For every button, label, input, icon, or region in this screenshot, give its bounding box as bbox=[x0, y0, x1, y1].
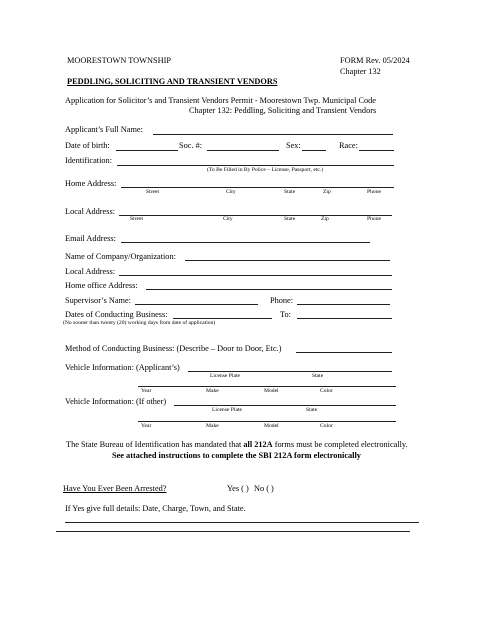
arrest-details-label: If Yes give full details: Date, Charge, Town, and State. bbox=[65, 504, 246, 513]
chapter-label: Chapter 132 bbox=[340, 67, 381, 76]
vehicle-applicant-col-year: Year bbox=[141, 388, 152, 394]
vehicle-other-col-color: Color bbox=[320, 423, 333, 429]
local-address-2-label: Local Address: bbox=[65, 267, 115, 276]
local-col-street: Street bbox=[130, 216, 144, 222]
home-col-zip: Zip bbox=[323, 189, 331, 195]
home-col-street: Street bbox=[146, 189, 160, 195]
sex-label: Sex: bbox=[286, 141, 301, 150]
arrest-question: Have You Ever Been Arrested? bbox=[63, 484, 167, 493]
township-name: MOORESTOWN TOWNSHIP bbox=[67, 56, 171, 65]
intro-line-2: Chapter 132: Peddling, Soliciting and Transient Vendors bbox=[189, 106, 377, 115]
vehicle-applicant-col-make: Make bbox=[206, 388, 219, 394]
company-label: Name of Company/Organization: bbox=[65, 252, 176, 261]
identification-field[interactable] bbox=[117, 165, 394, 166]
form-title: PEDDLING, SOLICITING AND TRANSIENT VENDORS bbox=[67, 77, 278, 86]
vehicle-applicant-col-color: Color bbox=[320, 388, 333, 394]
phone-label: Phone: bbox=[270, 296, 294, 305]
home-address-field[interactable] bbox=[121, 187, 394, 188]
home-col-state: State bbox=[284, 189, 296, 195]
local-address-field[interactable] bbox=[119, 215, 392, 216]
home-col-city: City bbox=[226, 189, 236, 195]
vehicle-applicant-col-plate: License Plate bbox=[210, 373, 240, 379]
phone-field[interactable] bbox=[297, 304, 390, 305]
arrest-yes-option[interactable]: Yes ( ) bbox=[227, 484, 249, 493]
form-revision: FORM Rev. 05/2024 bbox=[340, 56, 410, 65]
race-field[interactable] bbox=[359, 150, 394, 151]
method-label: Method of Conducting Business: (Describe – Door to Door, Etc.) bbox=[65, 344, 282, 353]
sbi-notice-line-2: See attached instructions to complete the SBI 212A form electronically bbox=[112, 451, 361, 460]
dates-label: Dates of Conducting Business: bbox=[65, 310, 168, 319]
home-office-label: Home office Address: bbox=[65, 281, 138, 290]
sbi-notice-bold: all 212A bbox=[243, 440, 273, 449]
vehicle-other-label: Vehicle Information: (If other) bbox=[65, 397, 167, 406]
soc-field[interactable] bbox=[207, 150, 279, 151]
full-name-label: Applicant’s Full Name: bbox=[65, 125, 143, 134]
home-col-phone: Phone bbox=[367, 189, 381, 195]
home-address-label: Home Address: bbox=[65, 179, 117, 188]
dob-label: Date of birth: bbox=[65, 141, 110, 150]
local-col-state: State bbox=[284, 216, 296, 222]
intro-line-1: Application for Solicitor’s and Transient Vendors Permit - Moorestown Twp. Municipal Code bbox=[65, 96, 376, 105]
home-office-field[interactable] bbox=[146, 289, 392, 290]
local-col-city: City bbox=[223, 216, 233, 222]
company-field[interactable] bbox=[185, 260, 390, 261]
identification-note: (To Be Filled in By Police – License, Passport, etc.) bbox=[207, 167, 324, 173]
full-name-field[interactable] bbox=[153, 134, 393, 135]
vehicle-other-details-field[interactable] bbox=[138, 421, 396, 422]
dates-from-field[interactable] bbox=[173, 318, 272, 319]
email-label: Email Address: bbox=[65, 234, 116, 243]
vehicle-other-col-plate: License Plate bbox=[212, 407, 242, 413]
dates-note: (No sooner than twenty (20) working days from date of application) bbox=[63, 320, 216, 326]
local-col-zip: Zip bbox=[321, 216, 329, 222]
arrest-details-field-1[interactable] bbox=[65, 522, 419, 523]
vehicle-applicant-col-state: State bbox=[312, 373, 324, 379]
sex-field[interactable] bbox=[302, 150, 326, 151]
local-address-label: Local Address: bbox=[65, 207, 115, 216]
sbi-notice-prefix: The State Bureau of Identification has mandated that bbox=[66, 440, 244, 449]
soc-label: Soc. #: bbox=[179, 141, 203, 150]
vehicle-applicant-details-field[interactable] bbox=[138, 386, 396, 387]
sbi-notice-suffix: forms must be completed electronically. bbox=[272, 440, 408, 449]
dates-to-field[interactable] bbox=[297, 318, 392, 319]
vehicle-applicant-col-model: Model bbox=[264, 388, 279, 394]
vehicle-other-col-model: Model bbox=[264, 423, 279, 429]
vehicle-other-col-year: Year bbox=[141, 423, 152, 429]
sbi-notice-line-1 bbox=[66, 441, 408, 449]
vehicle-other-col-make: Make bbox=[206, 423, 219, 429]
vehicle-applicant-label: Vehicle Information: (Applicant’s) bbox=[65, 363, 180, 372]
dates-to-label: To: bbox=[280, 310, 291, 319]
race-label: Race: bbox=[339, 141, 358, 150]
supervisor-field[interactable] bbox=[135, 304, 258, 305]
dob-field[interactable] bbox=[116, 150, 178, 151]
email-field[interactable] bbox=[121, 242, 370, 243]
method-field[interactable] bbox=[296, 352, 392, 353]
arrest-details-field-2[interactable] bbox=[56, 531, 410, 532]
local-address-2-field[interactable] bbox=[119, 275, 392, 276]
vehicle-other-plate-field[interactable] bbox=[174, 405, 396, 406]
vehicle-applicant-plate-field[interactable] bbox=[188, 371, 392, 372]
local-col-phone: Phone bbox=[367, 216, 381, 222]
arrest-no-option[interactable]: No ( ) bbox=[254, 484, 274, 493]
identification-label: Identification: bbox=[65, 156, 112, 165]
vehicle-other-col-state: State bbox=[306, 407, 318, 413]
supervisor-label: Supervisor’s Name: bbox=[65, 296, 131, 305]
